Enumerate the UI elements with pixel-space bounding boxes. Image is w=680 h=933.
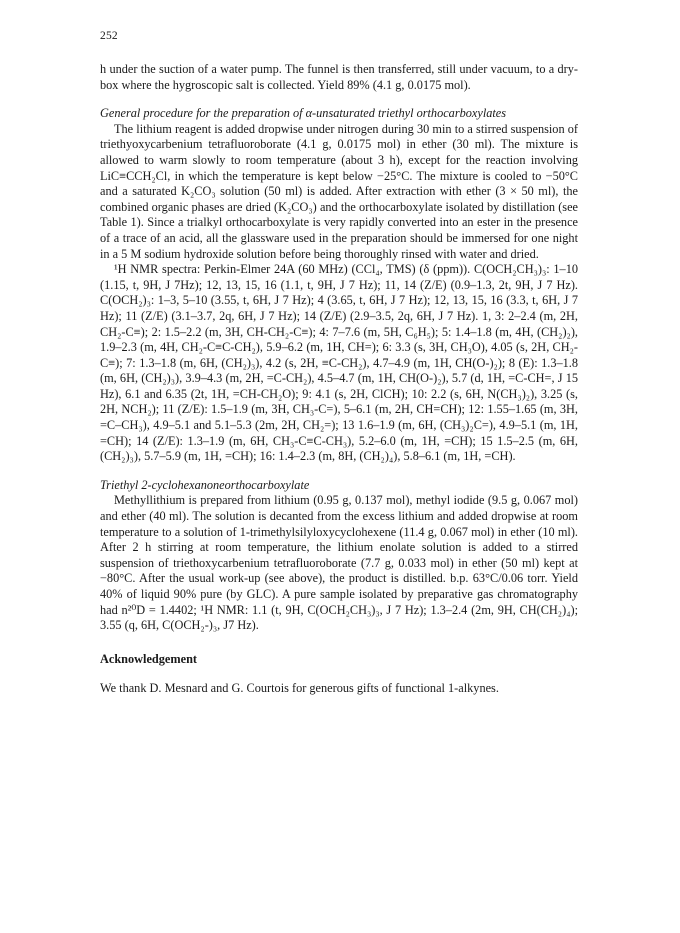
intro-paragraph: h under the suction of a water pump. The funnel is then transferred, still under vacuum, to a dry-box where the hygroscopic salt is collected. Yield 89% (4.1 g, 0.0175 mol). — [100, 62, 578, 92]
general-procedure-heading: General procedure for the preparation of α-unsaturated triethyl orthocarboxylates — [100, 106, 507, 121]
general-procedure-paragraph: The lithium reagent is added dropwise under nitrogen during 30 min to a stirred suspension of triethyoxycarbenium tetrafluoroborate (4.1 g, 0.0175 mol) in ether (30 ml). The mixture is allowed to warm slowly to room temperature (about 3 h), except for the reaction involving LiC≡CCH₂Cl, in which the temperature is kept below −25°C. The mixture is cooled to −50°C and a saturated K₂CO₃ solution (50 ml) is added. After extraction with ether (3 × 50 ml), the combined organic phases are dried (K₂CO₃) and the orthocarboxylate isolated by distillation (see Table 1). Since a trialkyl orthocarboxylate is very rapidly converted into an ester in the presence of a trace of an acid, all the glassware used in the preparation should be immersed for one night in a 5 M sodium hydroxide solution before being thoroughly rinsed with water and dried. — [100, 121, 578, 261]
article-body — [100, 62, 578, 697]
nmr-spectra-paragraph: ¹H NMR spectra: Perkin-Elmer 24A (60 MHz) (CCl₄, TMS) (δ (ppm)). C(OCH₂CH₃)₃: 1–10 (1.15, t, 9H, J 7Hz); 12, 13, 15, 16 (1.1, t, 9H, J 7 Hz); 11, 14 (Z/E) (0.9–1.3, 2t, 9H, J 7 Hz). C(OCH₂)₃: 1–3, 5–10 (3.55, t, 6H, J 7 Hz); 4 (3.65, t, 6H, J 7 Hz); 12, 13, 15, 16 (3.3, t, 6H, J 7 Hz); 11 (Z/E) (3.1–3.7, 2q, 6H, J 7 Hz); 14 (Z/E) (2.9–3.5, 2q, 6H, J 7 Hz). 1, 3: 2–2.4 (m, 2H, CH₂-C≡); 2: 1.5–2.2 (m, 3H, CH-CH₂-C≡); 4: 7–7.6 (m, 5H, C₆H₅); 5: 1.4–1.8 (m, 4H, (CH₂)₂), 1.9–2.3 (m, 4H, CH₂-C≡C-CH₂), 5.9–6.2 (m, 1H, CH=); 6: 3.3 (s, 3H, CH₃O), 4.05 (s, 2H, CH₂-C≡); 7: 1.3–1.8 (m, 6H, (CH₂)₃), 4.2 (s, 2H, ≡C-CH₂), 4.7–4.9 (m, 1H, CH(O-)₂); 8 (E): 1.3–1.8 (m, 6H, (CH₂)₃), 3.9–4.3 (m, 2H, =C-CH₂), 4.5–4.7 (m, 1H, CH(O-)₂), 5.7 (d, 1H, =C-CH=, J 15 Hz), 6.1 and 6.35 (2t, 1H, =CH-CH₂O); 9: 4.1 (s, 2H, ClCH); 10: 2.2 (s, 6H, N(CH₃)₂), 3.25 (s, 2H, NCH₂); 11 (Z/E): 1.5–1.9 (m, 3H, CH₃-C=), 5–6.1 (m, 2H, CH=CH); 12: 1.55–1.65 (m, 3H, =C–CH₃), 4.9–5.1 and 5.1–5.3 (2m, 2H, CH₂=); 13 1.6–1.9 (m, 6H, (CH₃)₂C=), 4.9–5.1 (m, 1H, =CH); 14 (Z/E): 1.3–1.9 (m, 6H, CH₃-C≡C-CH₃), 5.2–6.0 (m, 1H, =CH); 15 1.5–2.5 (m, 6H, (CH₂)₃), 5.7–5.9 (m, 1H, =CH); 16: 1.4–2.3 (m, 8H, (CH₂)₄), 5.8–6.1 (m, 1H, =CH). — [100, 262, 578, 464]
page-number: 252 — [100, 30, 118, 42]
acknowledgement-text: We thank D. Mesnard and G. Courtois for generous gifts of functional 1-alkynes. — [100, 681, 499, 696]
acknowledgement-heading: Acknowledgement — [100, 651, 198, 666]
cyclohexanone-paragraph: Methyllithium is prepared from lithium (0.95 g, 0.137 mol), methyl iodide (9.5 g, 0.067 mol) and ether (40 ml). The solution is decanted from the excess lithium and added dropwise at room temperature to a solution of 1-trimethylsilyloxycyclohexene (11.4 g, 0.067 mol) in ether (10 ml). After 2 h stirring at room temperature, the lithium enolate solution is added to a stirred suspension of triethoxycarbenium tetrafluoroborate (7.7 g, 0.033 mol) in ether (50 ml) kept at −80°C. After the usual work-up (see above), the product is distilled. b.p. 63°C/0.06 torr. Yield 40% of liquid 90% pure (by GLC). A pure sample isolated by preparative gas chromatography had n²⁰D = 1.4402; ¹H NMR: 1.1 (t, 9H, C(OCH₂CH₃)₃, J 7 Hz); 1.3–2.4 (2m, 9H, CH(CH₂)₄); 3.55 (q, 6H, C(OCH₂-)₃, J7 Hz). — [100, 493, 578, 633]
cyclohexanone-heading: Triethyl 2-cyclohexanoneorthocarboxylate — [100, 477, 310, 492]
